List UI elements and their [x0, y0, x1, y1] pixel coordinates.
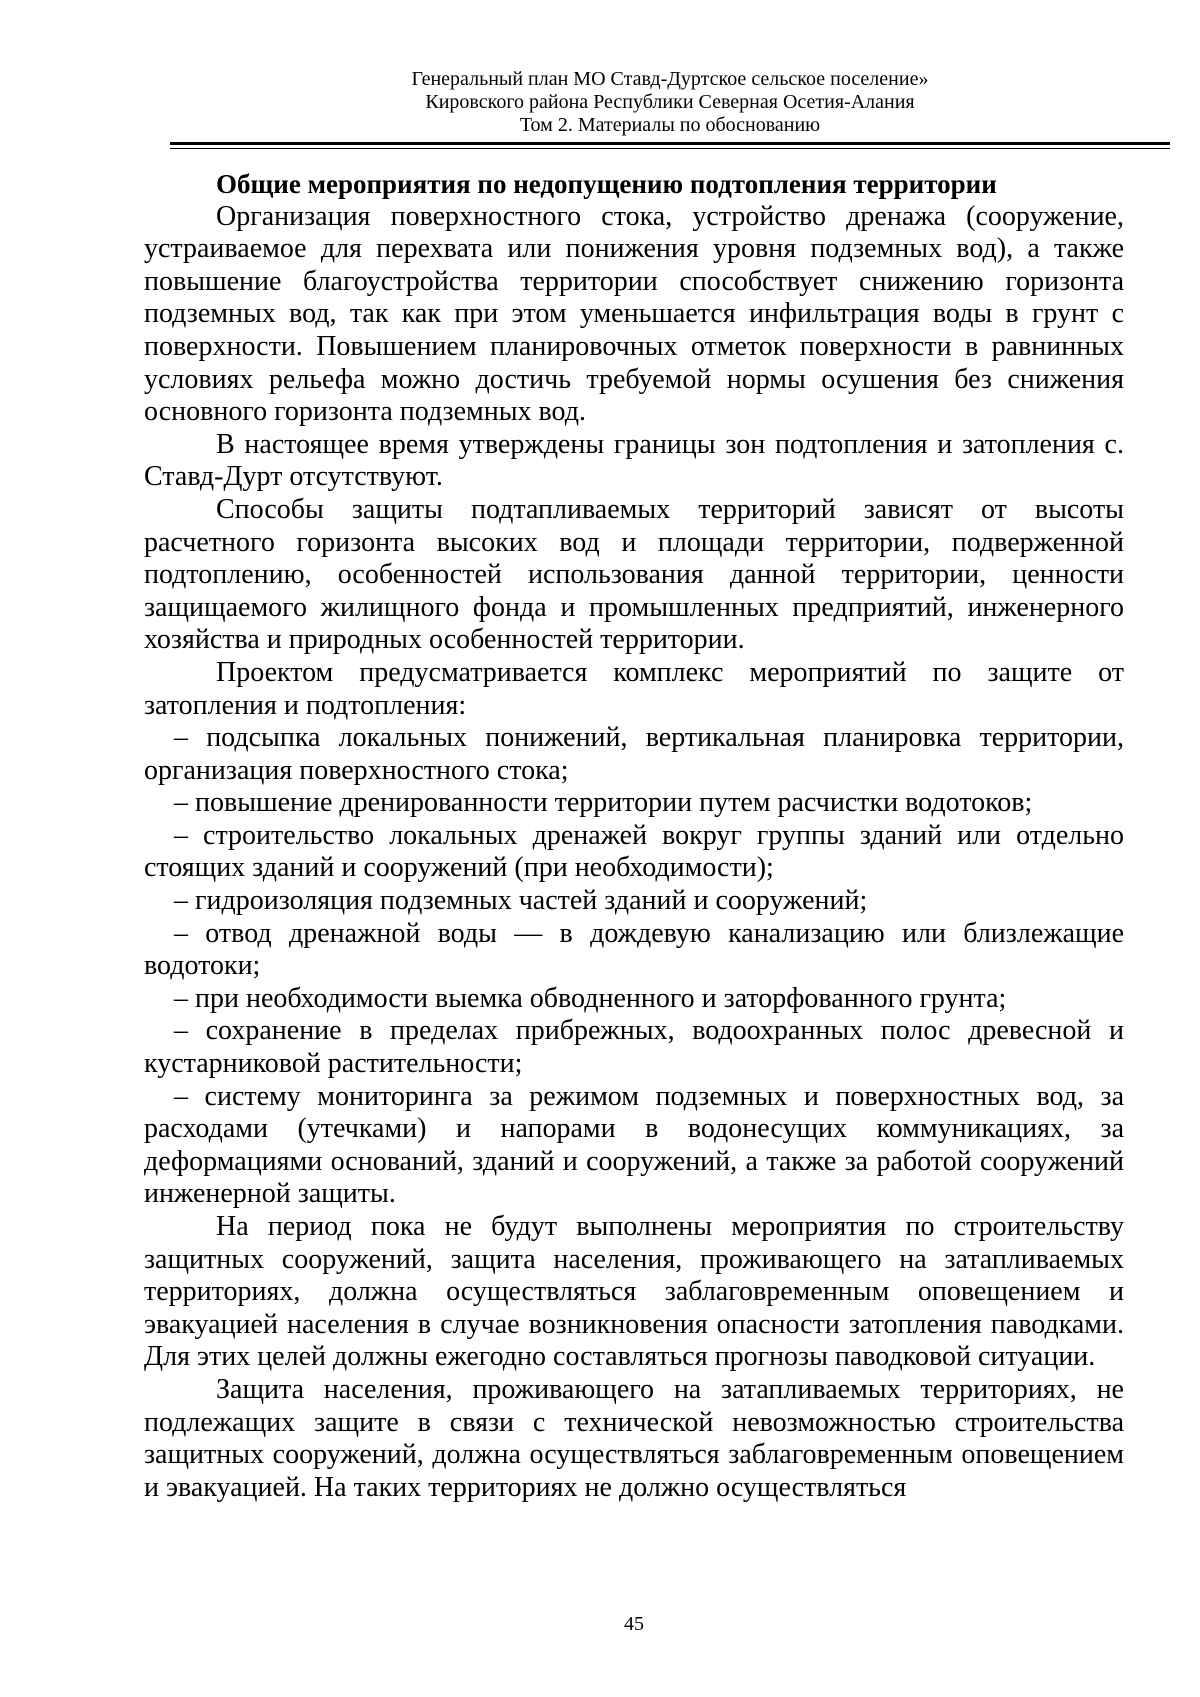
header-line-plan: Генеральный план МО Ставд-Дуртское сельское поселение»: [411, 68, 929, 90]
bullet-item: – при необходимости выемка обводненного и заторфованного грунта;: [174, 982, 1007, 1014]
bullet-item: – сохранение в пределах прибрежных, водоохранных полос древесной и кустарниковой растительности;: [144, 1015, 1124, 1080]
page-number: 45: [624, 1613, 644, 1635]
paragraph-protection-methods: Способы защиты подтапливаемых территорий зависят от высоты расчетного горизонта высоких вод и площади территории, подверженной подтоплению, особенностей использования данной территории, ценности защищаемого жилищного фонда и промышленных предприятий, инженерного хозяйства и природных особенностей территории.: [144, 493, 1124, 656]
paragraph-population-protection: Защита населения, проживающего на затапливаемых территориях, не подлежащих защите в связи с технической невозможностью строительства защитных сооружений, должна осуществляться заблаговременным оповещением и эвакуацией. На таких территориях не должно осуществляться: [144, 1373, 1124, 1503]
bullet-item: – повышение дренированности территории путем расчистки водотоков;: [174, 787, 1033, 819]
bullet-item: – строительство локальных дренажей вокруг группы зданий или отдельно стоящих зданий и сооружений (при необходимости);: [144, 819, 1124, 884]
paragraph-flood-zones: В настоящее время утверждены границы зон подтопления и затопления с. Ставд-Дурт отсутствуют.: [144, 428, 1124, 493]
bullet-item: – гидроизоляция подземных частей зданий и сооружений;: [174, 885, 868, 917]
bullet-item: – отвод дренажной воды — в дождевую канализацию или близлежащие водотоки;: [144, 917, 1124, 982]
paragraph-project-measures: Проектом предусматривается комплекс мероприятий по защите от затопления и подтопления:: [144, 656, 1124, 721]
bullet-item: – подсыпка локальных понижений, вертикальная планировка территории, организация поверхностного стока;: [144, 722, 1124, 786]
bullet-item: – систему мониторинга за режимом подземных и поверхностных вод, за расходами (утечками) и напорами в водонесущих коммуникациях, за деформациями оснований, зданий и сооружений, а также за работой сооружений инженерной защиты.: [144, 1080, 1124, 1210]
header-line-volume: Том 2. Материалы по обоснованию: [519, 114, 821, 136]
header-rule-thick: [170, 142, 1170, 145]
body-text: [144, 168, 1124, 1504]
running-header: [170, 68, 1170, 137]
section-title: Общие мероприятия по недопущению подтопления территории: [216, 169, 997, 199]
paragraph-surface-runoff: Организация поверхностного стока, устройство дренажа (сооружение, устраиваемое для перехвата или понижения уровня подземных вод), а также повышение благоустройства территории способствует снижению горизонта подземных вод, так как при этом уменьшается инфильтрация воды в грунт с поверхности. Повышением планировочных отметок поверхности в равнинных условиях рельефа можно достичь требуемой нормы осушения без снижения основного горизонта подземных вод.: [144, 200, 1124, 428]
paragraph-evacuation: На период пока не будут выполнены мероприятия по строительству защитных сооружений, защита населения, проживающего на затапливаемых территориях, должна осуществляться заблаговременным оповещением и эвакуацией населения в случае возникновения опасности затопления паводками. Для этих целей должны ежегодно составляться прогнозы паводковой ситуации.: [144, 1211, 1124, 1373]
header-rule-thin: [170, 148, 1170, 149]
header-line-district: Кировского района Республики Северная Осетия-Алания: [425, 91, 915, 113]
